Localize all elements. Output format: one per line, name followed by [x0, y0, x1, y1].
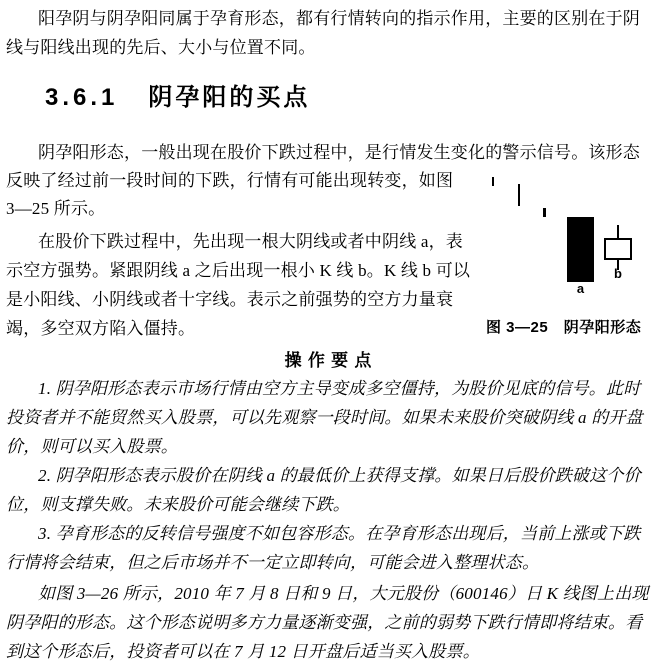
candle-a-label: a	[576, 281, 585, 296]
declining-price-tick	[492, 177, 494, 186]
text-line: 阳孕阴与阴孕阳同属于孕育形态，都有行情转向的指示作用，主要的区别在于阴	[38, 9, 640, 28]
text-line: 是小阳线、小阴线或者十字线。表示之前强势的空方力量衰	[6, 290, 454, 309]
text-line: 到这个形态后，投资者可以在 7 月 12 日开盘后适当买入股票。	[6, 642, 480, 661]
section-number: 3.6.1	[45, 84, 119, 111]
text-line: 阴孕阳形态，一般出现在股价下跌过程中，是行情发生变化的警示信号。该形态	[38, 143, 640, 162]
declining-price-tick	[543, 208, 546, 217]
text-line: 反映了经过前一段时间的下跌，行情有可能出现转变，如图	[6, 171, 454, 190]
text-line: 阴孕阳的形态。这个形态说明多方力量逐渐变强，之前的弱势下跌行情即将结束。看	[6, 613, 643, 632]
declining-price-tick	[518, 184, 520, 206]
section-heading	[45, 83, 649, 113]
text-line: 2. 阴孕阳形态表示股价在阴线 a 的最低价上获得支撑。如果日后股价跌破这个价	[38, 466, 641, 485]
yin-candle-a	[567, 217, 594, 282]
text-line: 投资者并不能贸然买入股票，可以先观察一段时间。如果未来股价突破阴线 a 的开盘	[6, 408, 643, 427]
key-points-list	[6, 374, 649, 577]
key-point-item-2	[6, 461, 649, 519]
text-line: 3. 孕育形态的反转信号强度不如包容形态。在孕育形态出现后，当前上涨或下跌	[38, 524, 641, 543]
candle-b-upper-wick	[617, 225, 619, 238]
text-line: 1. 阴孕阳形态表示市场行情由空方主导变成多空僵持，为股价见底的信号。此时	[38, 379, 641, 398]
intro-paragraph	[6, 4, 649, 62]
text-line: 线与阳线出现的先后、大小与位置不同。	[6, 38, 316, 57]
text-line: 竭，多空双方陷入僵持。	[6, 319, 196, 338]
figure-3-25	[485, 168, 651, 345]
text-line: 如图 3—26 所示，2010 年 7 月 8 日和 9 日，大元股份（600146）日 K 线图上出现	[38, 584, 649, 603]
candle-b-label: b	[614, 266, 622, 281]
text-line: 位，则支撑失败。未来股价可能会继续下跌。	[6, 495, 350, 514]
key-point-item-1	[6, 374, 649, 461]
text-line: 行情将会结束，但之后市场并不一定立即转向，可能会进入整理状态。	[6, 553, 540, 572]
closing-paragraph	[6, 579, 649, 665]
key-point-item-3	[6, 519, 649, 577]
text-line: 示空方强势。紧跟阴线 a 之后出现一根小 K 线 b。K 线 b 可以	[6, 261, 471, 280]
text-line: 在股价下跌过程中，先出现一根大阴线或者中阴线 a，表	[38, 232, 463, 251]
figure-caption: 图 3—25 阴孕阳形态	[486, 319, 642, 336]
section-title: 阴孕阳的买点	[148, 84, 311, 111]
text-line: 3—25 所示。	[6, 199, 106, 218]
yang-candle-b	[604, 238, 632, 260]
text-line: 价，则可以买入股票。	[6, 437, 178, 456]
key-points-heading: 操 作 要 点	[284, 351, 373, 370]
